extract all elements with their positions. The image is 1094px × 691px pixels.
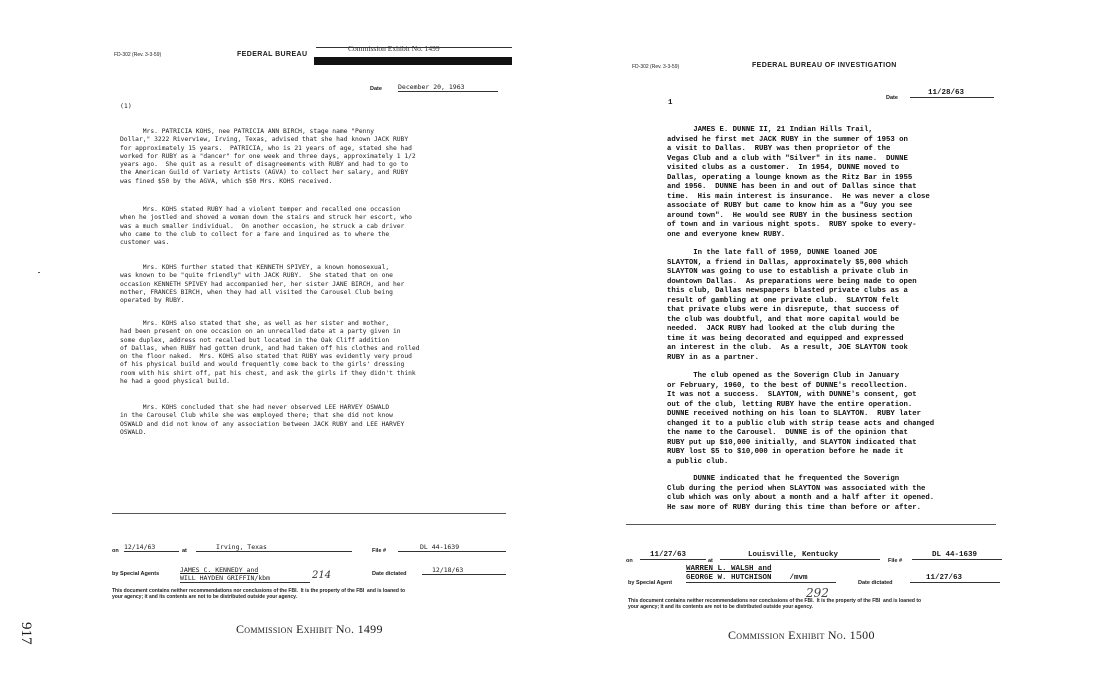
right-dictated-label: Date dictated [858, 580, 893, 586]
left-on-label: on [112, 548, 119, 554]
right-agents-line2: GEORGE W. HUTCHISON /mvm [686, 574, 836, 583]
left-paragraph-3: Mrs. KOHS further stated that KENNETH SPIVEY, a known homosexual, was known to be "quite friendly" with JACK RUBY. She stated that on one occasion KENNETH SPIVEY had accompanied her, her sister JANE BIRCH, and her mother, FRANCES BIRCH, when they had all visited the Carousel Club being operated by RUBY. [120, 264, 405, 304]
margin-mark [38, 272, 40, 273]
page-number: 917 [18, 622, 34, 645]
right-date-value: 11/28/63 [910, 89, 994, 98]
right-agency-header: FEDERAL BUREAU OF INVESTIGATION [752, 62, 897, 69]
left-handwritten-number: 214 [312, 570, 332, 581]
left-date-label: Date [370, 86, 382, 92]
left-agency-header: FEDERAL BUREAU [237, 51, 308, 58]
left-file-number: DL 44-1639 [398, 543, 506, 552]
right-at-label: at [708, 558, 713, 564]
left-agents-line2: WILL HAYDEN GRIFFIN/kbm [180, 574, 310, 583]
right-file-number: DL 44-1639 [912, 551, 1002, 560]
right-date-label: Date [886, 95, 898, 101]
right-on-date: 11/27/63 [640, 551, 706, 560]
left-paragraph-4: Mrs. KOHS also stated that she, as well as her sister and mother, had been present on one occasion on an unrecalled date at a party given in some duplex, address not recalled but located in the Oak Cliff addition of Dallas, when RUBY had gotten drunk, and had taken off his clothes and rolled on the floor naked. Mrs. KOHS also stated that RUBY was evidently very proud of his physical build and would frequently come back to the girls' dressing room with his shirt off, pat his chest, and ask the girls if they didn't think he had a good physical build. [120, 320, 420, 385]
left-dictated-label: Date dictated [372, 571, 407, 577]
left-redaction-bar [314, 57, 512, 65]
right-form-number: FD-302 (Rev. 3-3-59) [632, 64, 680, 70]
right-file-label: File # [888, 558, 903, 564]
right-disclaimer: This document contains neither recommendations nor conclusions of the FBI. It is the property of the FBI and is loaned to your agency; it and its contents are not to be distributed outside your agency. [628, 598, 922, 610]
left-paragraph-2: Mrs. KOHS stated RUBY had a violent temper and recalled one occasion when he jostled and shoved a woman down the stairs and struck her escort, who was a much smaller individual. On another occasion, he struck a cab driver who came to the club to collect for a fare and inquired as to where the customer was. [120, 206, 412, 246]
left-footer-rule [112, 513, 506, 514]
right-paragraph-1: JAMES E. DUNNE II, 21 Indian Hills Trail, advised he first met JACK RUBY in the summer of 1953 on a visit to Dallas. RUBY was then proprietor of the Vegas Club and a club with "Silver" in its name. DUNNE visited clubs as a customer. In 1954, DUNNE moved to Dallas, operating a lounge known as the Ritz Bar in 1955 and 1956. DUNNE has been in and out of Dallas since that time. His main interest is insurance. He was never a close associate of RUBY but came to know him as a "Guy you see around town". He would see RUBY in the business section of town and in various night spots. RUBY spoke to every- one and everyone knew RUBY. [667, 126, 930, 239]
left-dictated-date: 12/18/63 [422, 566, 506, 575]
right-agents-label: by Special Agent [628, 580, 673, 586]
right-footer-rule [626, 524, 996, 525]
left-page-marker: (1) [120, 102, 132, 110]
right-handwritten-number: 292 [806, 586, 829, 600]
left-form-number: FD-302 (Rev. 3-3-59) [114, 52, 162, 58]
left-file-label: File # [372, 548, 387, 554]
left-at-label: at [182, 548, 187, 554]
right-location: Louisville, Kentucky [720, 551, 880, 560]
right-paragraph-4: DUNNE indicated that he frequented the Soverign Club during the period when SLAYTON was associated with the club which was only about a month and a half after it opened. He saw more of RUBY during this time than before or after. [667, 475, 935, 512]
right-exhibit-caption: Commission Exhibit No. 1500 [728, 628, 875, 642]
left-location: Irving, Texas [196, 543, 352, 552]
left-disclaimer: This document contains neither recommendations nor conclusions of the FBI. It is the property of the FBI and is loaned to your agency; it and its contents are not to be distributed outside your agency. [112, 588, 406, 600]
right-on-label: on [626, 558, 633, 564]
right-page-marker: 1 [668, 99, 673, 107]
left-exhibit-stamp: Commission Exhibit No. 1499 [348, 44, 440, 53]
left-exhibit-caption: Commission Exhibit No. 1499 [236, 622, 383, 636]
right-paragraph-2: In the late fall of 1959, DUNNE loaned JOE SLAYTON, a friend in Dallas, approximately $5,000 which SLAYTON was going to use to establish a private club in downtown Dallas. As preparations were being made to open this club, Dallas newspapers blasted private clubs as a result of gambling at one private club. SLAYTON felt that private clubs were in disrepute, that success of the club was doubtful, and that more capital would be needed. JACK RUBY had looked at the club during the time it was being decorated and equipped and expressed an interest in the club. As a result, JOE SLAYTON took RUBY in as a partner. [667, 249, 917, 362]
right-paragraph-3: The club opened as the Soverign Club in January or February, 1960, to the best of DUNNE's recollection. It was not a success. SLAYTON, with DUNNE's consent, got out of the club, letting RUBY have the entire operation. DUNNE received nothing on his loan to SLAYTON. RUBY later changed it to a public club with strip tease acts and changed the name to the Carousel. DUNNE is of the opinion that RUBY put up $10,000 initially, and SLAYTON indicated that RUBY lost $5 to $10,000 in operation before he made it a public club. [667, 372, 935, 466]
left-paragraph-5: Mrs. KOHS concluded that she had never observed LEE HARVEY OSWALD in the Carousel Club while she was employed there; that she did not know OSWALD and did not know of any association between JACK RUBY and LEE HARVEY OSWALD. [120, 404, 405, 436]
left-agents-line1: JAMES C. KENNEDY and [180, 566, 259, 574]
left-on-date: 12/14/63 [124, 543, 179, 552]
left-agents-label: by Special Agents [112, 571, 160, 577]
right-dictated-date: 11/27/63 [910, 574, 1000, 583]
left-paragraph-1: Mrs. PATRICIA KOHS, nee PATRICIA ANN BIRCH, stage name "Penny Dollar," 3222 Riverview, Irving, Texas, advised that she had known JACK RUBY for approximately 15 years. PATRICIA, who is 21 years of age, stated she had worked for RUBY as a "dancer" for one week and three days, approximately 1 1/2 years ago. She quit as a result of disagreements with RUBY and had to go to the American Guild of Variety Artists (AGVA) to collect her salary, and RUBY was fined $50 by the AGVA, which $50 Mrs. KOHS received. [120, 128, 416, 185]
right-agents-line1: WARREN L. WALSH and [686, 565, 772, 573]
left-date-value: December 20, 1963 [398, 83, 498, 92]
